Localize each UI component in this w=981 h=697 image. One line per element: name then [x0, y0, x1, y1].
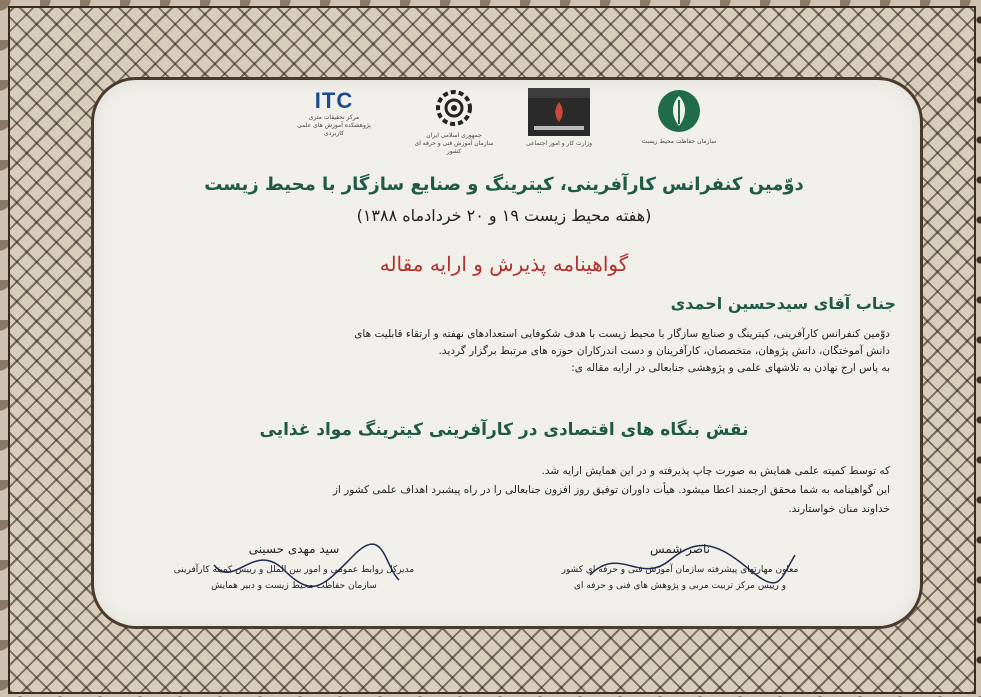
- paper-title: نقش بنگاه های اقتصادی در کارآفرینی کیترینگ مواد غذایی: [259, 420, 749, 440]
- signer-right-role-2: و رییس مرکز تربیت مربی و پژوهش های فنی و حرفه ای: [573, 581, 787, 591]
- ring-caption-1: جمهوری اسلامی ایران: [426, 132, 482, 139]
- itc-caption-2: پژوهشکده آموزش های علمی کاربردی: [297, 122, 371, 137]
- body-line-2: دانش آموختگان، دانش پژوهان، متخصصان، کارآفرینان و دست اندرکاران حوزه های مرتبط برگزار گردید.: [438, 345, 890, 357]
- signer-left-role-2: سازمان حفاظت محیط زیست و دبیر همایش: [211, 581, 377, 591]
- signer-right-name: ناصر شمس: [650, 542, 710, 556]
- signer-left-role-1: مدیرکل روابط عمومی و امور بین الملل و رییس کمیته کارآفرینی: [173, 565, 415, 575]
- signer-left-name: سید مهدی حسینی: [248, 542, 340, 556]
- ring-emblem-icon: [434, 88, 474, 128]
- environment-caption: سازمان حفاظت محیط زیست: [641, 138, 717, 145]
- closing-line-2: این گواهینامه به شما محقق ارجمند اعطا میشود. هیأت داوران توفیق روز افزون جنابعالی را در راه پیشبرد اهداف علمی کشور از: [332, 484, 890, 496]
- conference-date: (هفته محیط زیست ۱۹ و ۲۰ خردادماه ۱۳۸۸): [356, 206, 652, 225]
- signer-right: [520, 542, 840, 594]
- logo-row: [294, 88, 734, 158]
- certificate-sheet: [94, 80, 920, 626]
- body-line-1: دوّمین کنفرانس کارآفرینی، کیترینگ و صنایع سازگار با محیط زیست با هدف شکوفایی استعدادهای نهفته و ارتقاء قابلیت های: [354, 328, 890, 340]
- closing-line-3: خداوند منان خواستارند.: [788, 503, 890, 515]
- ring-caption-2: سازمان آموزش فنی و حرفه ای کشور: [414, 140, 494, 155]
- signer-right-role-1: معاون مهارتهای پیشرفته سازمان آموزش فنی و حرفه ای کشور: [561, 565, 799, 575]
- itc-logo: [294, 88, 374, 158]
- certificate-title: گواهینامه پذیرش و ارایه مقاله: [379, 252, 629, 276]
- ring-logo: [414, 88, 494, 158]
- itc-caption-1: مرکز تحقیقات متری: [308, 114, 360, 121]
- ministry-caption: وزارت کار و امور اجتماعی: [525, 140, 593, 147]
- ministry-logo: [519, 88, 599, 158]
- closing-line-1: که توسط کمیته علمی همایش به صورت چاپ پذیرفته و در این همایش ارایه شد.: [541, 465, 890, 477]
- environment-logo: [639, 88, 719, 158]
- body-line-3: به پاس ارج نهادن به تلاشهای علمی و پژوهشی جنابعالی در ارایه مقاله ی:: [571, 362, 890, 374]
- recipient-name: جناب آقای سیدحسین احمدی: [670, 294, 896, 313]
- leaf-emblem-icon: [656, 88, 702, 134]
- body-paragraph: [124, 326, 890, 377]
- signer-left: [134, 542, 454, 594]
- itc-mark: ITC: [314, 88, 354, 113]
- conference-title: دوّمین کنفرانس کارآفرینی، کیترینگ و صنایع سازگار با محیط زیست: [204, 174, 804, 195]
- closing-paragraph: [124, 462, 890, 519]
- ministry-emblem-icon: [528, 88, 590, 136]
